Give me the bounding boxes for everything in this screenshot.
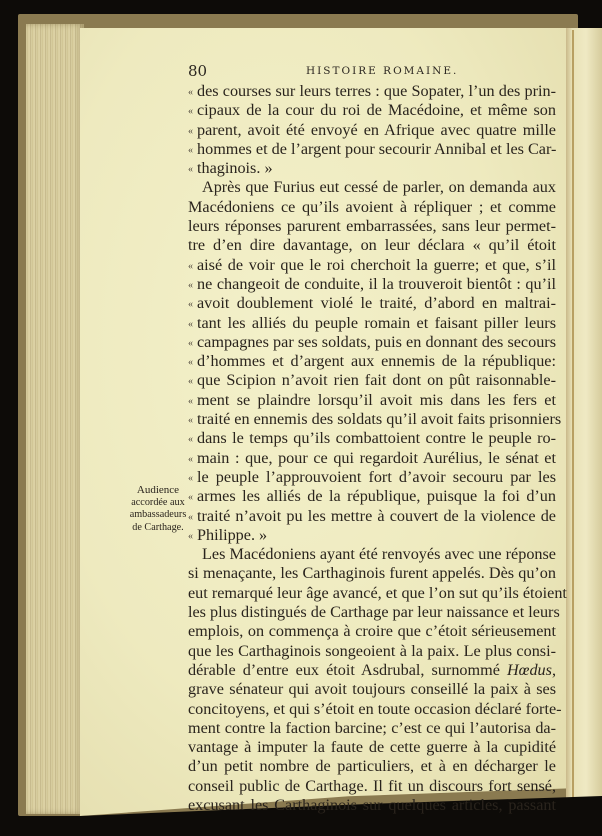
quote-mark: « xyxy=(188,318,193,330)
page-header xyxy=(188,62,556,82)
text-line xyxy=(188,545,556,564)
quote-mark: « xyxy=(188,530,193,542)
text-line xyxy=(188,217,556,236)
line-text: d’un petit nombre de particuliers, et à en décharger le xyxy=(188,757,556,776)
text-line xyxy=(188,487,556,506)
line-text: Après que Furius eut cessé de parler, on demanda aux xyxy=(202,178,556,197)
quote-mark: « xyxy=(188,376,193,388)
line-text: avoit doublement violé le traité, d’abord en maltrai- xyxy=(197,294,556,313)
line-text: conseil public de Carthage. Il fit un discours fort sensé, xyxy=(188,776,556,795)
line-text: que Scipion n’avoit rien fait dont on pût raisonnable- xyxy=(197,371,556,390)
running-title: HISTOIRE ROMAINE. xyxy=(306,65,459,77)
text-line xyxy=(188,198,556,217)
line-text: Philippe. » xyxy=(197,525,268,544)
text-line xyxy=(188,642,556,661)
text-line xyxy=(188,429,556,448)
text-line xyxy=(188,719,556,738)
text-line xyxy=(188,680,556,699)
quote-mark: « xyxy=(188,472,193,484)
text-line xyxy=(188,333,556,352)
line-text: traité n’avoit pu les mettre à couvert de la violence de xyxy=(197,506,556,525)
line-text: aisé de voir que le roi cherchoit la guerre; et que, s’il xyxy=(197,255,556,274)
line-text: Les Macédoniens ayant été renvoyés avec une réponse xyxy=(202,545,556,564)
text-line xyxy=(188,449,556,468)
margin-note-line: Audience xyxy=(136,484,180,496)
line-text: tant les alliés du peuple romain et faisant piller leurs xyxy=(197,313,556,332)
text-line xyxy=(188,796,556,815)
text-line xyxy=(188,159,556,178)
gutter-fold xyxy=(572,30,574,818)
quote-mark: « xyxy=(188,337,193,349)
page-number: 80 xyxy=(188,62,208,80)
quote-mark: « xyxy=(188,492,193,504)
line-text: cipaux de la cour du roi de Macédoine, et même son xyxy=(197,101,556,120)
margin-note-line: accordée aux xyxy=(131,496,185,508)
quote-mark: « xyxy=(188,87,193,98)
italic-name: Hœdus xyxy=(506,660,552,679)
quote-mark: « xyxy=(188,106,193,118)
text-line xyxy=(188,757,556,776)
line-text: leurs réponses parurent embarrassées, sans leur permet- xyxy=(188,217,556,236)
line-text: Macédoniens ce qu’ils avoient à répliquer ; et comme xyxy=(188,197,556,216)
line-text: thaginois. » xyxy=(197,159,273,178)
line-text: des courses sur leurs terres : que Sopater, l’un des prin- xyxy=(197,82,556,100)
line-text: parent, avoit été envoyé en Afrique avec quatre mille xyxy=(197,120,556,139)
quote-mark: « xyxy=(188,357,193,369)
quote-mark: « xyxy=(188,434,193,446)
text-line xyxy=(188,178,556,197)
text-line xyxy=(188,294,556,313)
text-line xyxy=(188,410,562,429)
line-text: ment se plaindre lorsqu’il avoit mis dans les fers et xyxy=(197,390,556,409)
line-text: que les Carthaginois songeoient à la paix. Le plus consi- xyxy=(188,641,556,660)
text-line xyxy=(188,352,556,371)
line-text: le peuple l’approuvoient fort d’avoir secouru par les xyxy=(197,467,556,486)
text-line xyxy=(188,314,556,333)
text-line xyxy=(188,121,556,140)
quote-mark: « xyxy=(188,415,193,427)
line-text: campagnes par ses soldats, puis en donnant des secours xyxy=(197,332,556,351)
line-text: traité en ennemis des soldats qu’il avoit faits prisonniers xyxy=(197,410,562,429)
line-text: armes les alliés de la république, puisque la foi d’un xyxy=(197,487,556,506)
line-text: les plus distingués de Carthage par leur naissance et leurs xyxy=(188,603,560,622)
line-text: grave sénateur qui avoit toujours conseillé la paix à ses xyxy=(188,680,556,699)
text-line xyxy=(188,622,556,641)
quote-mark: « xyxy=(188,164,193,176)
line-text: d’hommes et d’argent aux ennemis de la république: xyxy=(197,352,556,371)
punctuation: , xyxy=(551,660,556,679)
quote-mark: « xyxy=(188,279,193,291)
margin-note xyxy=(120,484,196,534)
line-text: hommes et de l’argent pour secourir Annibal et les Car- xyxy=(197,139,557,158)
line-text: emplois, on commença à croire que c’étoit sérieusement xyxy=(188,622,556,641)
text-line xyxy=(188,391,556,410)
quote-mark: « xyxy=(188,125,193,137)
text-line xyxy=(188,101,556,120)
text-line xyxy=(188,699,562,719)
page-edges xyxy=(26,24,84,814)
text-line xyxy=(188,603,560,622)
text-line xyxy=(188,507,556,526)
text-line xyxy=(188,468,556,487)
text-line xyxy=(188,140,556,159)
text-line xyxy=(188,371,556,390)
text-line xyxy=(188,661,556,680)
quote-mark: « xyxy=(188,395,193,407)
quote-mark: « xyxy=(188,453,193,465)
margin-note-line: de Carthage. xyxy=(132,521,184,533)
text-line xyxy=(188,526,556,545)
text-line xyxy=(188,236,556,255)
body-text xyxy=(188,82,567,815)
text-line xyxy=(188,256,556,275)
line-text: si menaçante, les Carthaginois furent appelés. Dès qu’on xyxy=(188,564,556,583)
quote-mark: « xyxy=(188,144,193,156)
line-text: ne changeoit de conduite, il la trouveroit bientôt : qu’il xyxy=(197,274,556,293)
line-text: tre d’en dire davantage, on leur déclara « qu’il étoit xyxy=(188,236,556,255)
line-text: vantage à imputer la faute de cette guerre à la cupidité xyxy=(188,738,556,757)
text-line xyxy=(188,564,556,583)
line-text: main : que, pour ce qui regardoit Aurélius, le sénat et xyxy=(197,448,556,467)
quote-mark: « xyxy=(188,299,193,311)
line-text: dans le temps qu’ils combattoient contre le peuple ro- xyxy=(197,429,556,448)
line-text: eut remarqué leur âge avancé, et que l’on sut qu’ils étoient xyxy=(188,583,567,602)
text-line xyxy=(188,275,556,294)
line-text: dérable d’entre eux étoit Asdrubal, surnommé xyxy=(188,660,507,679)
quote-mark: « xyxy=(188,511,193,523)
text-line xyxy=(188,777,556,796)
margin-note-line: ambassadeurs xyxy=(129,509,187,521)
text-line xyxy=(188,738,556,757)
line-text: excusant les Carthaginois sur quelques articles, passant xyxy=(188,795,556,814)
line-text: concitoyens, et qui s’étoit en toute occasion déclaré forte- xyxy=(188,699,562,718)
line-text: ment contre la faction barcine; c’est ce qui l’autorisa da- xyxy=(188,718,556,737)
text-line xyxy=(188,82,556,101)
quote-mark: « xyxy=(188,260,193,272)
text-line xyxy=(188,583,567,603)
